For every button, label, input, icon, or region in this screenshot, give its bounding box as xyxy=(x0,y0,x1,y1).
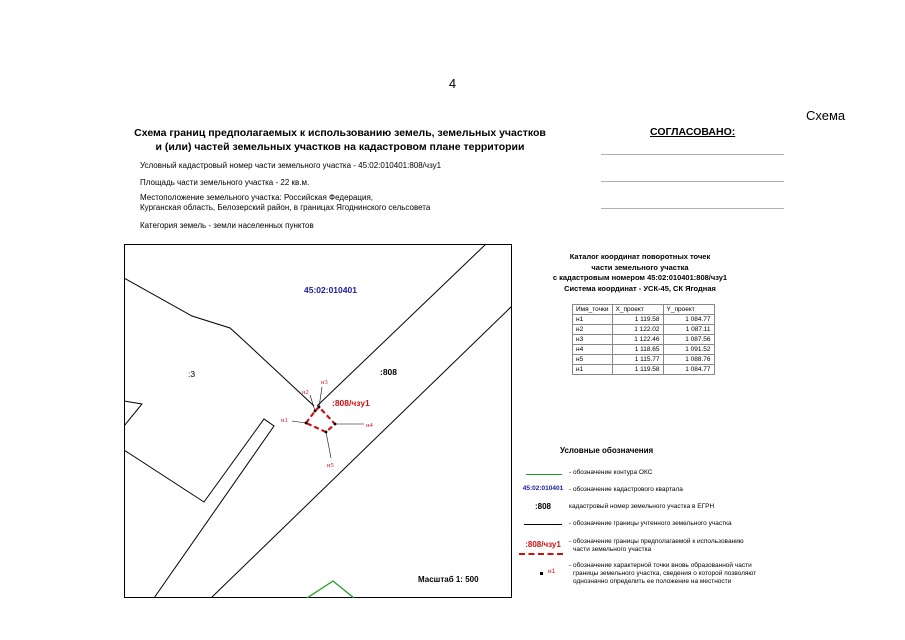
parcel-boundary xyxy=(124,419,274,598)
x-value: 1 118.65 xyxy=(612,345,663,355)
parcel-808-label: :808 xyxy=(380,367,398,377)
location-line-2: Курганская область, Белозерский район, в границах Ягоднинского сельсовета xyxy=(140,203,431,212)
table-row xyxy=(573,325,715,335)
legend-point-text-line-3: однозначно определить ее положение на местности xyxy=(573,578,732,585)
parcel-boundary xyxy=(317,244,486,406)
legend-oks-sample xyxy=(526,474,562,475)
point-label-n5: н5 xyxy=(327,462,334,469)
catalog-title xyxy=(530,252,750,294)
point-marker xyxy=(318,406,321,409)
point-marker xyxy=(314,410,317,413)
legend-point-sample: н1 xyxy=(548,568,556,575)
point-name: н1 xyxy=(573,315,613,325)
legend-point-text xyxy=(569,562,756,586)
point-label-n4: н4 xyxy=(366,422,373,429)
legend-part-text-line-1: - обозначение границы предполагаемой к использованию xyxy=(569,538,744,545)
page-number: 4 xyxy=(448,76,457,91)
parcel-3-label: :3 xyxy=(188,369,196,379)
point-leader xyxy=(326,432,331,458)
x-value: 1 119.58 xyxy=(612,315,663,325)
point-marker xyxy=(334,423,337,426)
legend-part-text-line-2: части земельного участка xyxy=(573,546,652,553)
point-marker xyxy=(305,422,308,425)
map-scale: Масштаб 1: 500 xyxy=(418,575,479,584)
approval-label: СОГЛАСОВАНО: xyxy=(650,126,736,138)
table-row xyxy=(573,345,715,355)
legend-part-line xyxy=(519,553,563,555)
legend-quarter-text: - обозначение кадастрового квартала xyxy=(569,486,683,493)
x-value: 1 119.58 xyxy=(612,365,663,375)
title-line-2: и (или) частей земельных участков на кадастровом плане территории xyxy=(155,141,525,153)
catalog-title-line-4: Система координат - УСК-45, СК Ягодная xyxy=(564,283,716,293)
catalog-title-line-3: с кадастровым номером 45:02:010401:808/чзу1 xyxy=(552,273,728,282)
point-label-n2: н2 xyxy=(302,389,309,396)
quarter-label: 45:02:010401 xyxy=(304,285,357,295)
legend-parcel-sample: :808 xyxy=(534,502,551,511)
y-value: 1 088.76 xyxy=(663,355,714,365)
conditional-number: Условный кадастровый номер части земельного участка - 45:02:010401:808/чзу1 xyxy=(140,161,442,170)
legend-part-text xyxy=(569,538,744,554)
column-header: Имя_точки xyxy=(573,305,613,315)
table-header-row xyxy=(573,305,715,315)
table-row xyxy=(573,355,715,365)
legend-title: Условные обозначения xyxy=(560,446,654,455)
point-name: н3 xyxy=(573,335,613,345)
column-header: X_проект xyxy=(612,305,663,315)
signature-line xyxy=(601,154,784,155)
table-row xyxy=(573,335,715,345)
table-row xyxy=(573,365,715,375)
catalog-title-line-2: части земельного участка xyxy=(591,262,689,272)
coordinates-table xyxy=(572,304,715,375)
y-value: 1 087.56 xyxy=(663,335,714,345)
part-boundary xyxy=(306,407,335,432)
point-name: н5 xyxy=(573,355,613,365)
point-leader xyxy=(319,387,322,407)
x-value: 1 122.46 xyxy=(612,335,663,345)
legend-parcel-text: кадастровый номер земельного участка в ЕГРН xyxy=(569,503,715,510)
oks-contour xyxy=(307,581,354,598)
point-name: н4 xyxy=(573,345,613,355)
x-value: 1 115.77 xyxy=(612,355,663,365)
x-value: 1 122.02 xyxy=(612,325,663,335)
title-line-1: Схема границ предполагаемых к использованию земель, земельных участков xyxy=(134,127,546,139)
point-label-n3: н3 xyxy=(321,379,328,386)
point-marker xyxy=(325,431,328,434)
legend-point-text-line-1: - обозначение характерной точки вновь образованной части xyxy=(569,562,752,569)
point-label-n1: н1 xyxy=(281,417,288,424)
y-value: 1 084.77 xyxy=(663,365,714,375)
catalog-title-line-1: Каталог координат поворотных точек xyxy=(569,252,711,261)
point-leader xyxy=(292,421,306,423)
y-value: 1 087.11 xyxy=(663,325,714,335)
document-title xyxy=(120,126,560,154)
area-text: Площадь части земельного участка - 22 кв.м. xyxy=(140,178,310,187)
signature-line xyxy=(601,181,784,182)
location-line-1: Местоположение земельного участка: Российская Федерация, xyxy=(140,193,374,202)
legend-point-text-line-2: границы земельного участка, сведения о которой позволяют xyxy=(573,570,757,577)
legend-boundary-text: - обозначение границы учтенного земельного участка xyxy=(569,520,732,527)
legend-quarter-sample: 45:02:010401 xyxy=(522,485,564,492)
legend-part-sample: :808/чзу1 xyxy=(525,540,561,549)
column-header: Y_проект xyxy=(663,305,714,315)
part-label: :808/чзу1 xyxy=(332,398,370,408)
parcel-boundary xyxy=(124,401,142,426)
table-row xyxy=(573,315,715,325)
legend-boundary-sample xyxy=(524,524,562,525)
point-name: н2 xyxy=(573,325,613,335)
y-value: 1 084.77 xyxy=(663,315,714,325)
land-category: Категория земель - земли населенных пунктов xyxy=(140,221,314,230)
cadastral-map xyxy=(124,244,512,598)
parcel-boundary xyxy=(124,278,314,406)
point-name: н1 xyxy=(573,365,613,375)
map-frame xyxy=(125,245,512,598)
legend-point-marker xyxy=(540,572,543,575)
signature-line xyxy=(601,208,784,209)
corner-label: Схема xyxy=(806,108,846,123)
y-value: 1 091.52 xyxy=(663,345,714,355)
legend-oks-text: - обозначение контура ОКС xyxy=(569,469,653,476)
